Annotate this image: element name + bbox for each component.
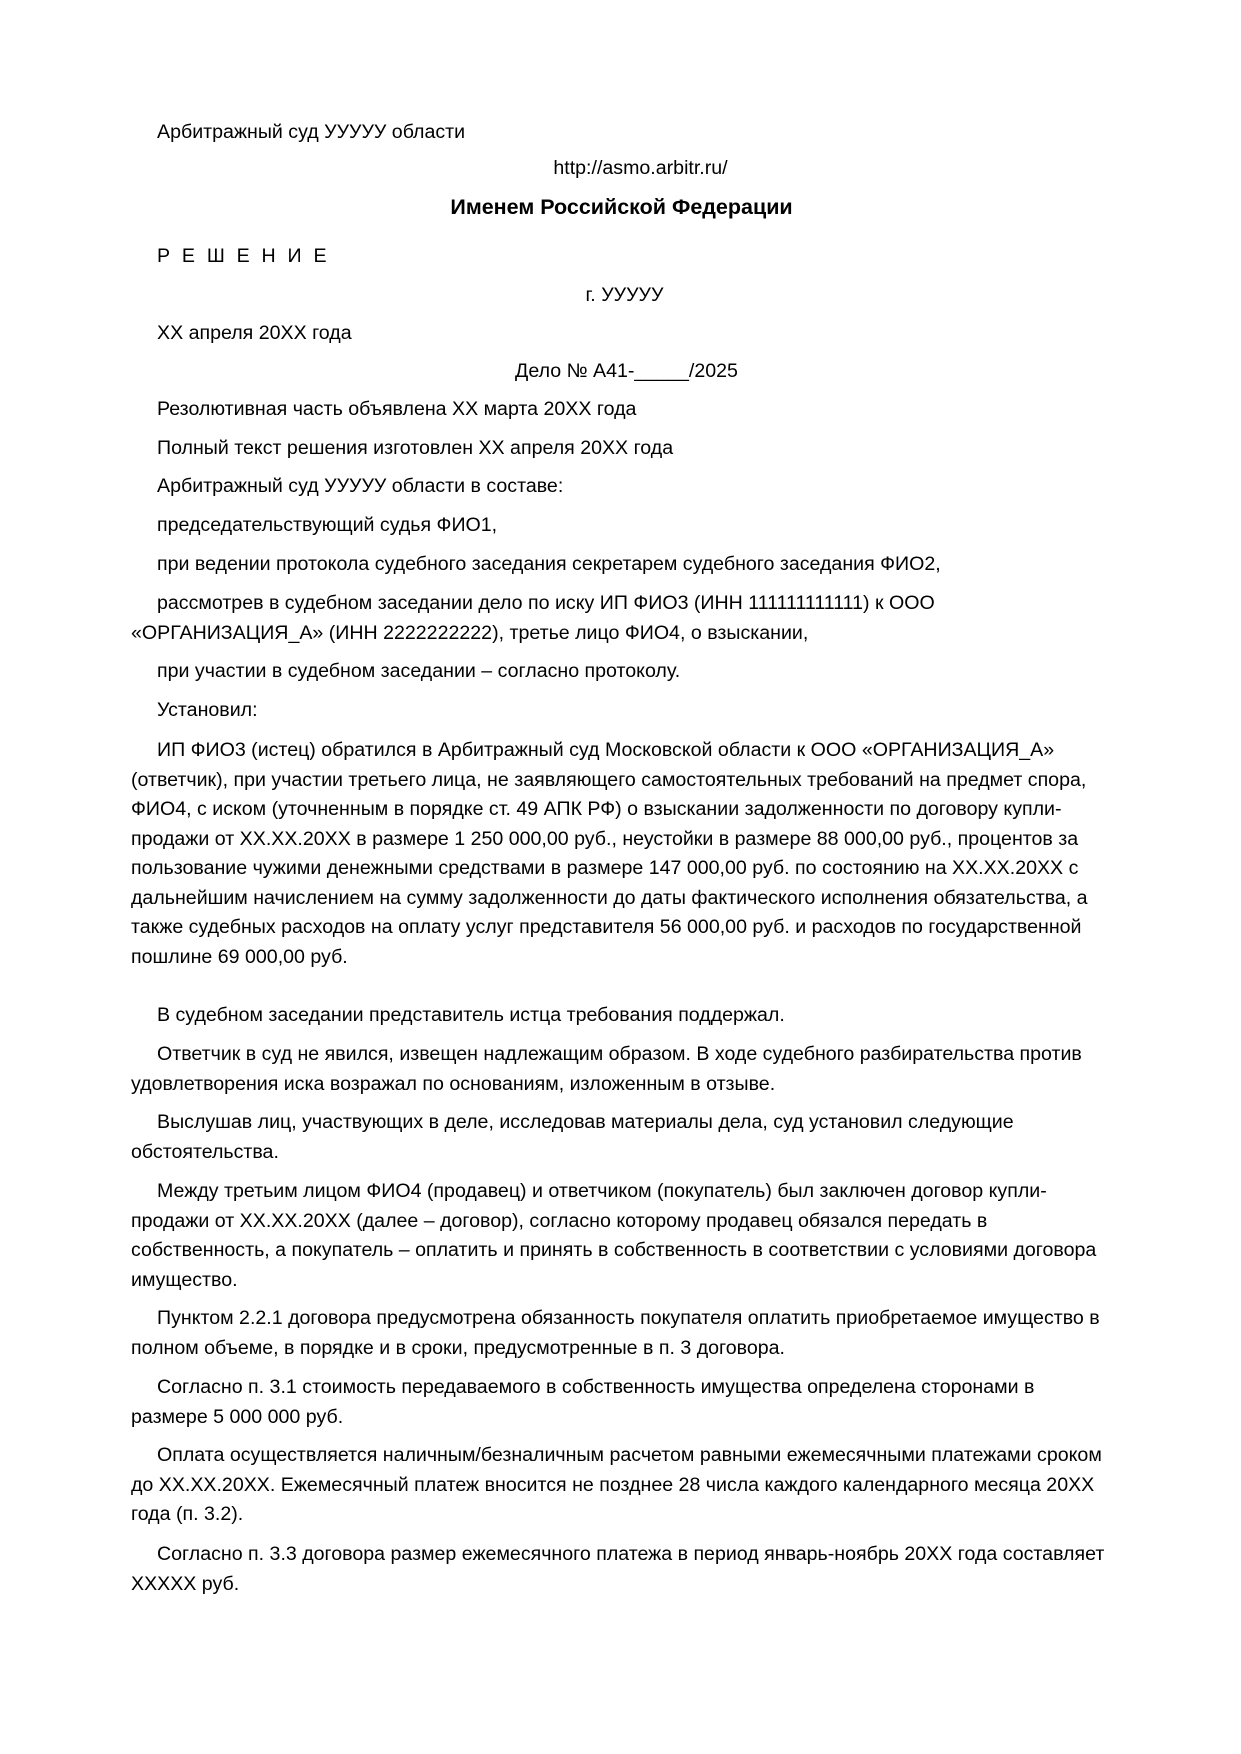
body-paragraph: Согласно п. 3.1 стоимость передаваемого в собственность имущества определена сторонами в размере 5 000 000 руб. — [131, 1376, 1035, 1428]
body-paragraph: Оплата осуществляется наличным/безналичным расчетом равными ежемесячными платежами сроком до ХХ.ХХ.20ХХ. Ежемесячный платеж вносится не позднее 28 числа каждого календарного месяца 20ХХ года (п. 3.2). — [131, 1444, 1102, 1525]
established-heading: Установил: — [157, 699, 258, 721]
document-title: Именем Российской Федерации — [450, 195, 793, 219]
intro-paragraph: рассмотрев в судебном заседании дело по иску ИП ФИО3 (ИНН 111111111111) к ООО «ОРГАНИЗАЦИЯ_А» (ИНН 2222222222), третье лицо ФИО4, о взыскании, — [131, 592, 935, 644]
body-paragraph: В судебном заседании представитель истца требования поддержал. — [157, 1004, 785, 1026]
case-number: Дело № А41-_____/2025 — [515, 360, 738, 382]
intro-paragraph: при ведении протокола судебного заседания секретарем судебного заседания ФИО2, — [157, 553, 941, 575]
intro-paragraph: Арбитражный суд УУУУУ области в составе: — [157, 475, 564, 497]
decision-heading: Р Е Ш Е Н И Е — [157, 245, 330, 267]
city: г. УУУУУ — [585, 284, 664, 306]
decision-date: ХХ апреля 20ХХ года — [157, 322, 352, 344]
intro-paragraph: Резолютивная часть объявлена ХХ марта 20ХХ года — [157, 398, 637, 420]
body-paragraph: Согласно п. 3.3 договора размер ежемесячного платежа в период январь-ноябрь 20ХХ года составляет ХХХХХ руб. — [131, 1543, 1105, 1595]
body-paragraph: Между третьим лицом ФИО4 (продавец) и ответчиком (покупатель) был заключен договор купли-продажи от ХХ.ХХ.20ХХ (далее – договор), согласно которому продавец обязался передать в собственность, а покупатель – оплатить и принять в собственность в соответствии с условиями договора имущество. — [131, 1180, 1097, 1291]
court-url: http://asmo.arbitr.ru/ — [553, 157, 728, 179]
intro-paragraph: председательствующий судья ФИО1, — [157, 514, 498, 536]
intro-paragraph: при участии в судебном заседании – согласно протоколу. — [157, 660, 681, 682]
body-paragraph: Ответчик в суд не явился, извещен надлежащим образом. В ходе судебного разбирательства против удовлетворения иска возражал по основаниям, изложенным в отзыве. — [131, 1043, 1082, 1095]
intro-paragraph: Полный текст решения изготовлен ХХ апреля 20ХХ года — [157, 437, 674, 459]
court-name: Арбитражный суд УУУУУ области — [157, 121, 466, 143]
body-paragraph: Выслушав лиц, участвующих в деле, исследовав материалы дела, суд установил следующие обстоятельства. — [131, 1111, 1014, 1163]
body-paragraph: ИП ФИО3 (истец) обратился в Арбитражный суд Московской области к ООО «ОРГАНИЗАЦИЯ_А» (ответчик), при участии третьего лица, не заявляющего самостоятельных требований на предмет спора, ФИО4, с иском (уточненным в порядке ст. 49 АПК РФ) о взыскании задолженности по договору купли-продажи от ХХ.ХХ.20ХХ в размере 1 250 000,00 руб., неустойки в размере 88 000,00 руб., процентов за пользование чужими денежными средствами в размере 147 000,00 руб. по состоянию на ХХ.ХХ.20ХХ с дальнейшим начислением на сумму задолженности до даты фактического исполнения обязательства, а также судебных расходов на оплату услуг представителя 56 000,00 руб. и расходов по государственной пошлине 69 000,00 руб. — [131, 739, 1088, 968]
body-paragraph: Пунктом 2.2.1 договора предусмотрена обязанность покупателя оплатить приобретаемое имущество в полном объеме, в порядке и в сроки, предусмотренные в п. 3 договора. — [131, 1307, 1100, 1359]
